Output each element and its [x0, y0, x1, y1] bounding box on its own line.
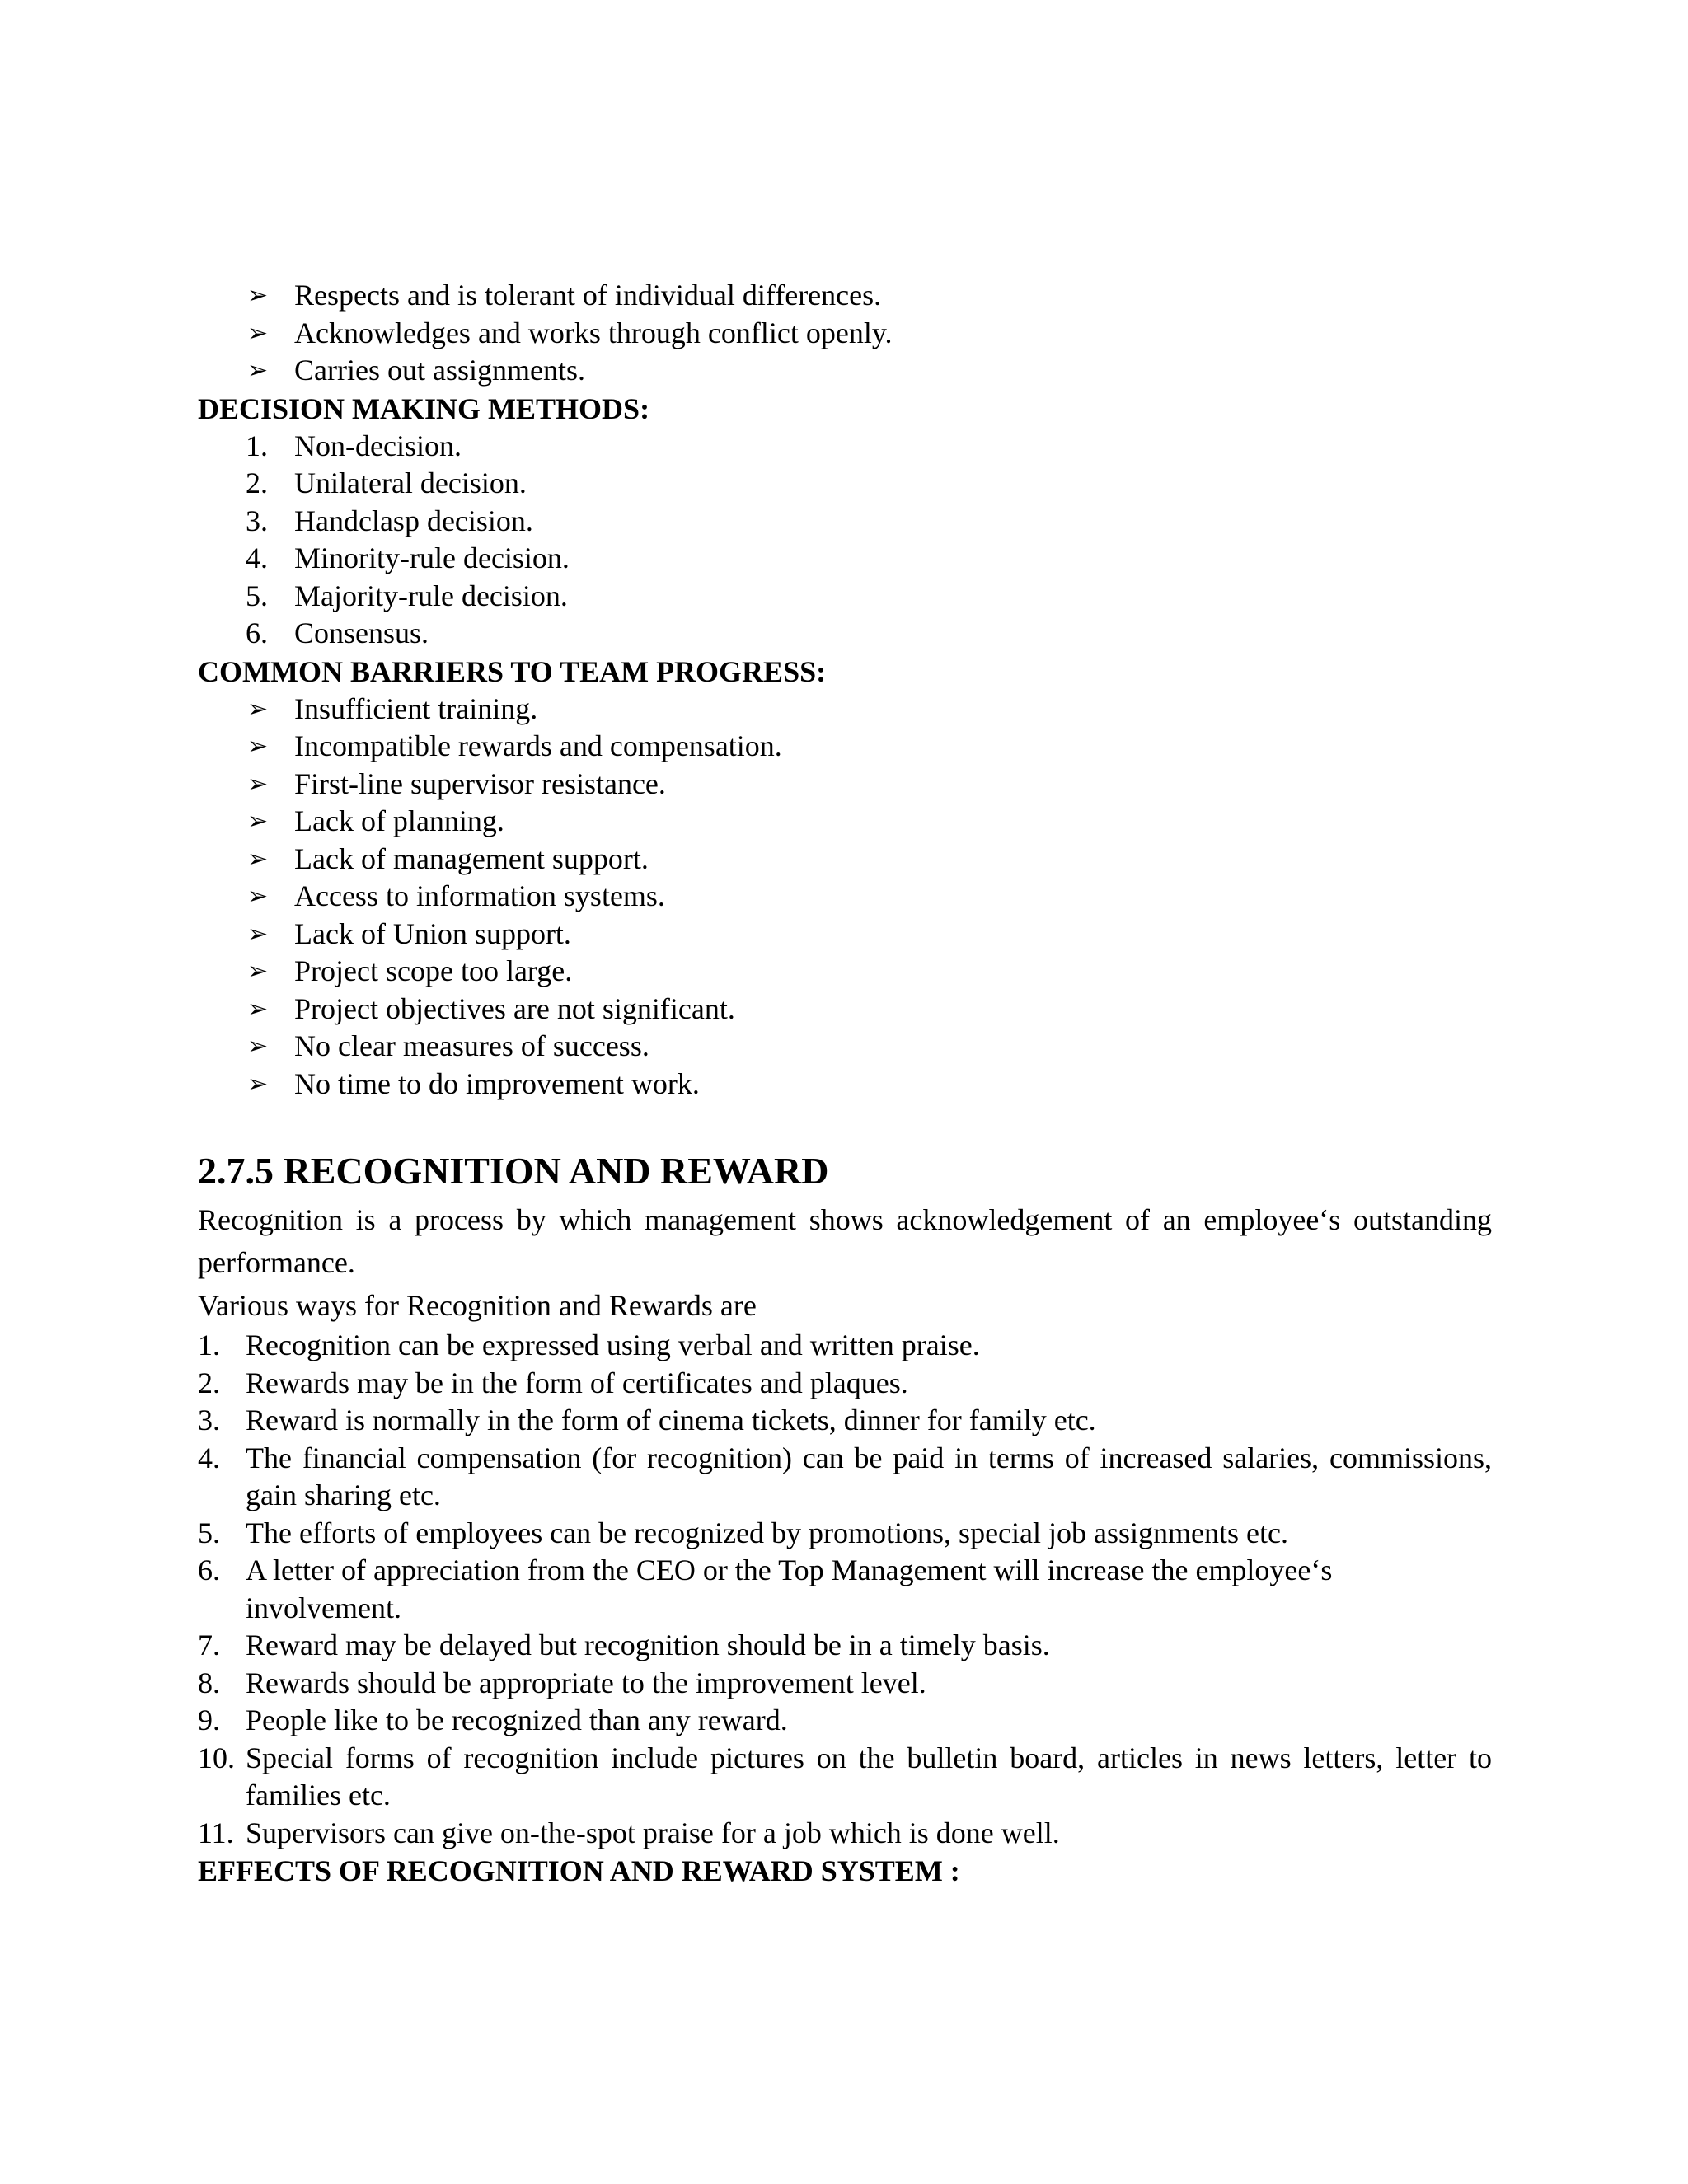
list-item: 11. Supervisors can give on-the-spot praise for a job which is done well. — [198, 1816, 1060, 1849]
list-item: 9. People like to be recognized than any reward. — [198, 1704, 788, 1736]
arrow-bullet-icon: ➢ — [247, 957, 269, 986]
list-item: 5. The efforts of employees can be recognized by promotions, special job assignments etc. — [198, 1516, 1288, 1549]
section-title: 2.7.5 RECOGNITION AND REWARD — [198, 1150, 829, 1192]
list-item: 3. Handclasp decision. — [246, 504, 533, 537]
list-item: ➢ Acknowledges and works through conflict openly. — [198, 315, 1492, 353]
list-item: ➢ Lack of planning. — [198, 803, 1492, 841]
arrow-bullet-icon: ➢ — [247, 769, 269, 799]
arrow-bullet-icon: ➢ — [247, 1032, 269, 1061]
recognition-ways-list — [198, 1327, 1492, 1852]
arrow-bullet-icon: ➢ — [247, 356, 269, 385]
list-item: 2. Unilateral decision. — [246, 466, 527, 499]
list-item: ➢ No clear measures of success. — [198, 1028, 1492, 1066]
list-item: 5. Majority-rule decision. — [246, 579, 568, 612]
arrow-bullet-icon: ➢ — [247, 882, 269, 911]
arrow-bullet-icon: ➢ — [247, 732, 269, 761]
definition-paragraph: Recognition is a process by which management shows acknowledgement of an employee‘s outstanding performance. — [198, 1203, 1492, 1279]
arrow-bullet-icon: ➢ — [247, 318, 269, 348]
list-item: ➢ Carries out assignments. — [198, 352, 1492, 390]
list-item: ➢ First-line supervisor resistance. — [198, 766, 1492, 804]
list-item: 7. Reward may be delayed but recognition should be in a timely basis. — [198, 1629, 1050, 1661]
barriers-heading: COMMON BARRIERS TO TEAM PROGRESS: — [198, 654, 827, 688]
arrow-bullet-icon: ➢ — [247, 807, 269, 836]
list-item: 6. A letter of appreciation from the CEO or the Top Management will increase the employee‘s involvement. — [198, 1554, 1333, 1624]
list-item: 3. Reward is normally in the form of cinema tickets, dinner for family etc. — [198, 1404, 1096, 1436]
list-item: ➢ Project scope too large. — [198, 953, 1492, 991]
page-content — [198, 277, 1492, 1890]
list-item: ➢ Project objectives are not significant. — [198, 991, 1492, 1029]
arrow-bullet-icon: ➢ — [247, 694, 269, 724]
effects-heading: EFFECTS OF RECOGNITION AND REWARD SYSTEM : — [198, 1854, 960, 1887]
list-item: 6. Consensus. — [246, 616, 429, 649]
list-item: 10. Special forms of recognition include pictures on the bulletin board, articles in news letters, letter to families etc. — [198, 1741, 1492, 1811]
list-item: 1. Non-decision. — [246, 429, 462, 462]
arrow-bullet-icon: ➢ — [247, 919, 269, 949]
list-item: ➢ Incompatible rewards and compensation. — [198, 728, 1492, 766]
list-item: 2. Rewards may be in the form of certificates and plaques. — [198, 1366, 908, 1399]
arrow-bullet-icon: ➢ — [247, 1069, 269, 1099]
ways-intro: Various ways for Recognition and Rewards are — [198, 1289, 757, 1322]
arrow-bullet-icon: ➢ — [247, 281, 269, 310]
list-item: 4. The financial compensation (for recognition) can be paid in terms of increased salaries, commissions, gain sharing etc. — [198, 1441, 1492, 1511]
list-item: 8. Rewards should be appropriate to the improvement level. — [198, 1666, 926, 1699]
list-item: ➢ No time to do improvement work. — [198, 1066, 1492, 1104]
intro-bullet-list — [198, 277, 1492, 390]
arrow-bullet-icon: ➢ — [247, 844, 269, 874]
list-item: ➢ Insufficient training. — [198, 691, 1492, 729]
list-item: 1. Recognition can be expressed using verbal and written praise. — [198, 1329, 980, 1361]
list-item: ➢ Lack of Union support. — [198, 916, 1492, 954]
decision-methods-list — [198, 428, 1492, 653]
barriers-list — [198, 691, 1492, 1104]
list-item: ➢ Respects and is tolerant of individual differences. — [198, 277, 1492, 315]
decision-heading: DECISION MAKING METHODS: — [198, 391, 650, 425]
arrow-bullet-icon: ➢ — [247, 994, 269, 1024]
list-item: 4. Minority-rule decision. — [246, 541, 570, 574]
list-item: ➢ Lack of management support. — [198, 841, 1492, 879]
list-item: ➢ Access to information systems. — [198, 878, 1492, 916]
